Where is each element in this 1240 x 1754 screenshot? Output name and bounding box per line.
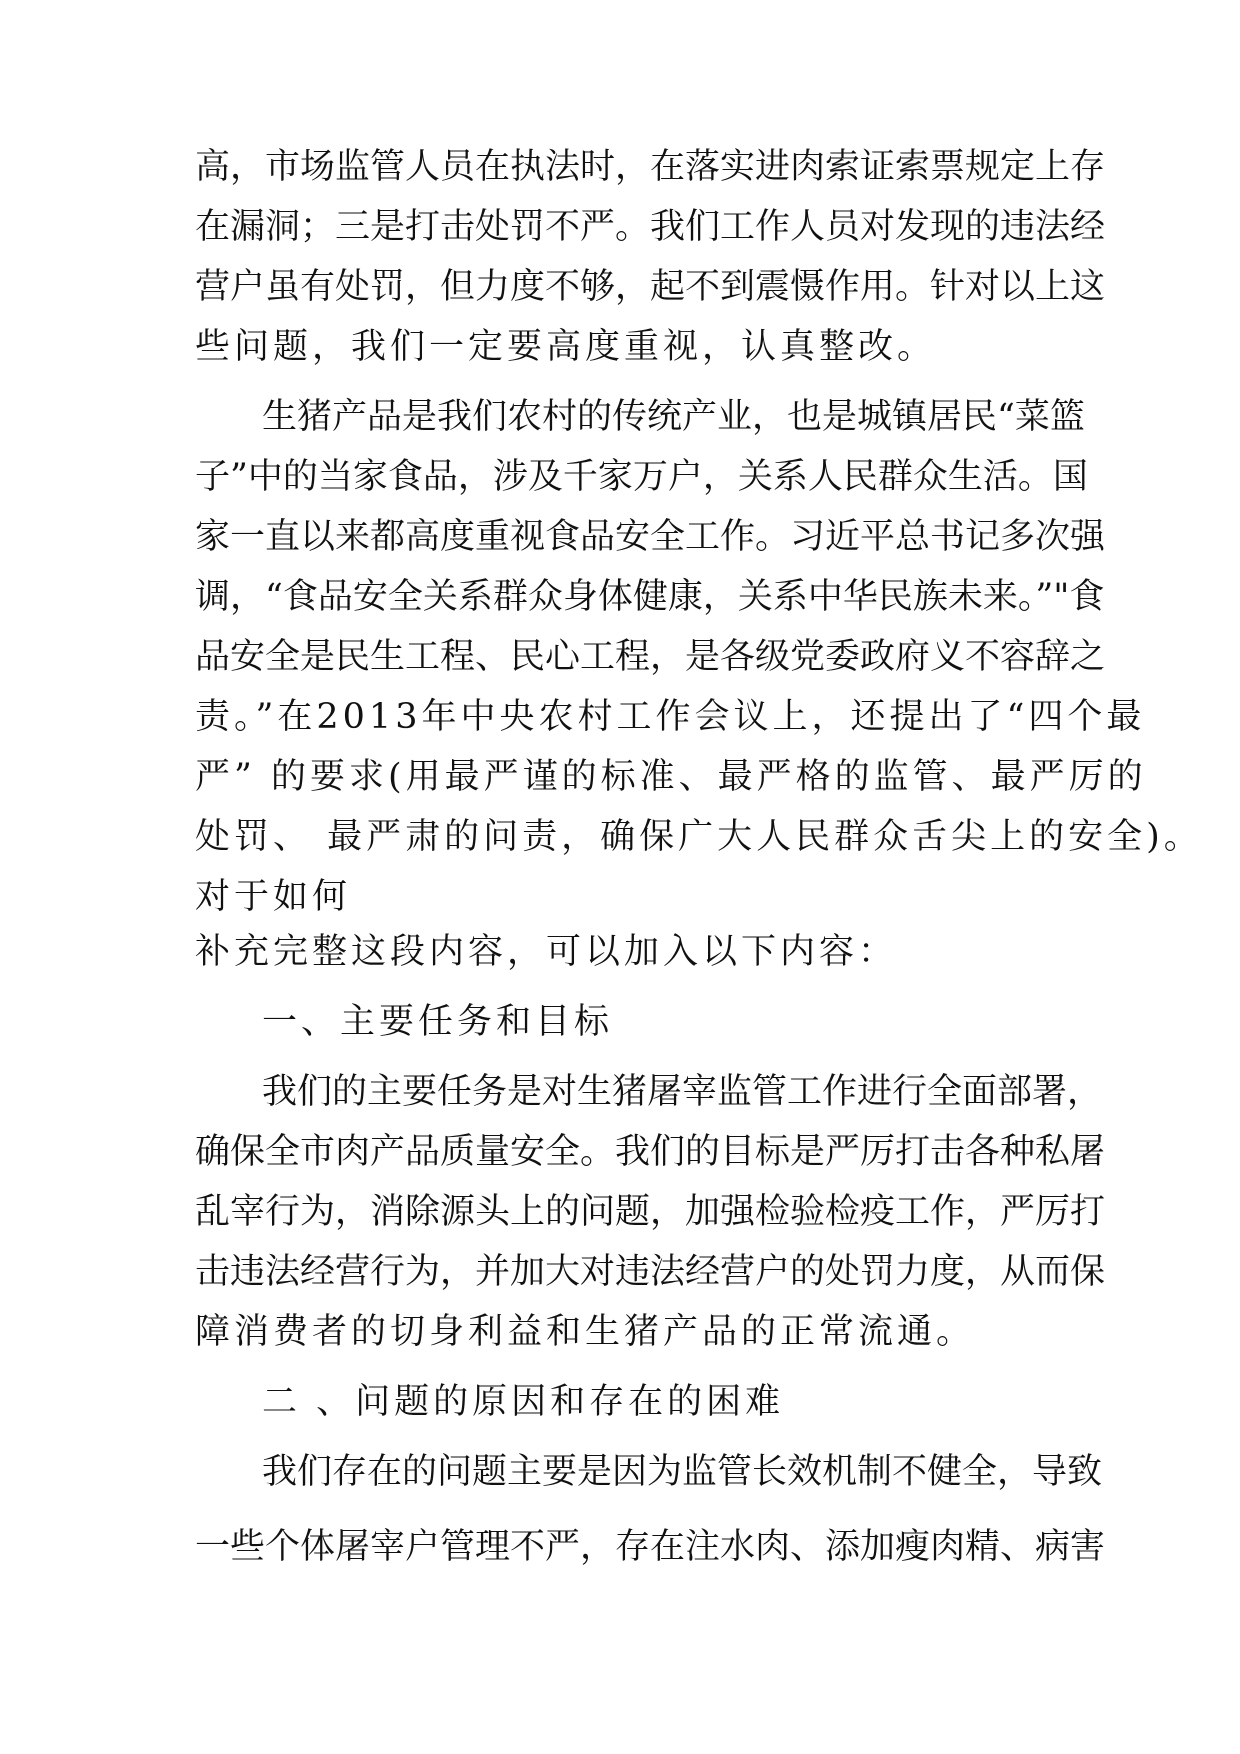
section-heading: 一、主要任务和目标 <box>262 1002 614 1042</box>
paragraph-first-line: 生猪产品是我们农村的传统产业，也是城镇居民“菜篮 <box>262 397 1085 437</box>
text-line: 严” 的要求(用最严谨的标准、最严格的监管、最严厉的 <box>195 757 1147 797</box>
text-line: 障消费者的切身利益和生猪产品的正常流通。 <box>195 1312 976 1352</box>
text-line: 一些个体屠宰户管理不严，存在注水肉、添加瘦肉精、病害 <box>195 1527 1106 1567</box>
text-line: 补充完整这段内容，可以加入以下内容： <box>195 932 898 972</box>
text-line: 对于如何 <box>195 877 352 917</box>
text-line: 确保全市肉产品质量安全。我们的目标是严厉打击各种私屠 <box>195 1132 1106 1172</box>
text-line: 责。”在2013年中央农村工作会议上，还提出了“四个最 <box>195 697 1146 737</box>
text-line: 高，市场监管人员在执法时，在落实进肉索证索票规定上存 <box>195 147 1106 187</box>
paragraph-first-line: 我们的主要任务是对生猪屠宰监管工作进行全面部署， <box>262 1072 1103 1112</box>
text-line: 家一直以来都高度重视食品安全工作。习近平总书记多次强 <box>195 517 1106 557</box>
text-line: 营户虽有处罚，但力度不够，起不到震慑作用。针对以上这 <box>195 267 1106 307</box>
section-heading: 二 、问题的原因和存在的困难 <box>262 1382 785 1422</box>
text-line: 品安全是民生工程、民心工程，是各级党委政府义不容辞之 <box>195 637 1106 677</box>
text-line: 击违法经营行为，并加大对违法经营户的处罚力度，从而保 <box>195 1252 1106 1292</box>
text-line: 调，“食品安全关系群众身体健康，关系中华民族未来。”"食 <box>195 577 1105 617</box>
text-line: 乱宰行为，消除源头上的问题，加强检验检疫工作，严厉打 <box>195 1192 1106 1232</box>
text-line: 在漏洞；三是打击处罚不严。我们工作人员对发现的违法经 <box>195 207 1106 247</box>
text-line: 些问题，我们一定要高度重视，认真整改。 <box>195 327 937 367</box>
text-line: 子”中的当家食品，涉及千家万户，关系人民群众生活。国 <box>195 457 1088 497</box>
paragraph-first-line: 我们存在的问题主要是因为监管长效机制不健全，导致 <box>262 1452 1103 1492</box>
text-line: 处罚、 最严肃的问责，确保广大人民群众舌尖上的安全)。 <box>195 817 1203 857</box>
